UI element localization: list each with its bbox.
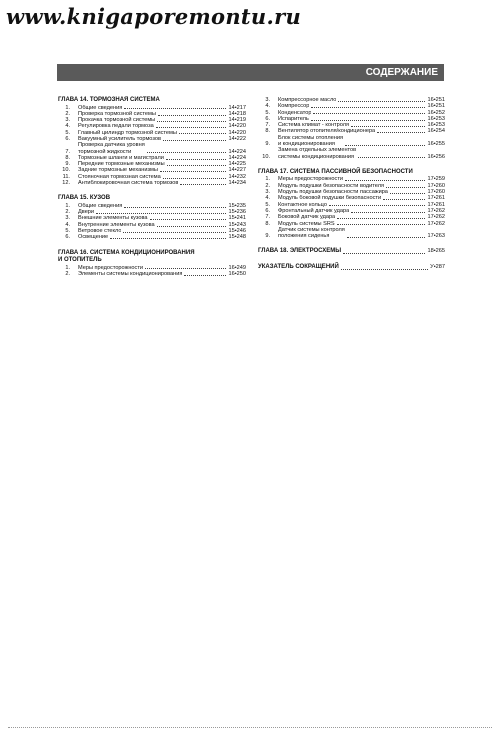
- entry-page: 16•252: [427, 109, 445, 116]
- toc-entry[interactable]: [258, 227, 445, 240]
- entry-title: [278, 147, 356, 160]
- entry-title-line: тормозной жидкости: [78, 148, 132, 155]
- entry-number: 10.: [62, 167, 70, 174]
- entry-page: 14•220: [228, 123, 246, 130]
- entry-title-line: Контактное кольцо: [278, 201, 327, 208]
- entry-number: 2.: [65, 209, 70, 216]
- entry-page: 17•260: [427, 182, 445, 189]
- entry-page: 14•217: [228, 104, 246, 111]
- entry-number: 5.: [65, 129, 70, 136]
- entry-title-line: Модуль подушки безопасности водителя: [278, 182, 384, 189]
- entry-number: 8.: [65, 154, 70, 161]
- entry-page: 16•255: [427, 141, 445, 148]
- entry-title-line: Проверка тормозной системы: [78, 110, 156, 117]
- entry-number: 5.: [65, 228, 70, 235]
- entry-title: [278, 135, 343, 148]
- dot-leader: [386, 187, 425, 188]
- entry-title-line: Модуль системы SRS: [278, 220, 335, 227]
- dot-leader: [160, 171, 227, 172]
- entry-title-line: Ветровое стекло: [78, 228, 122, 235]
- entry-page: 14•227: [228, 167, 246, 174]
- dot-leader: [179, 133, 227, 134]
- entry-page: 15•241: [228, 215, 246, 222]
- entry-number: 5.: [265, 201, 270, 208]
- entry-number: 7.: [265, 214, 270, 221]
- entry-title: [78, 180, 178, 186]
- toc-entry[interactable]: [58, 142, 246, 155]
- toc-entry[interactable]: [258, 135, 445, 148]
- entry-title-line: Вакуумный усилитель тормозов: [78, 135, 161, 142]
- entry-title-line: Элементы системы кондиционирования: [78, 270, 183, 277]
- entry-title-line: Вентилятор отопителя/кондиционера: [278, 128, 376, 135]
- entry-number: 4.: [265, 103, 270, 110]
- entry-page: 14•218: [228, 110, 246, 117]
- entry-title-line: Стояночная тормозная система: [78, 173, 161, 180]
- entry-title-line: Главный цилиндр тормозной системы: [78, 129, 177, 136]
- dot-leader: [338, 101, 425, 102]
- entry-title-line: Освещение: [78, 234, 109, 241]
- entry-page: 14•222: [228, 135, 246, 142]
- entry-page: 14•224: [228, 148, 246, 155]
- dot-leader: [347, 237, 426, 238]
- toc-entry[interactable]: [58, 234, 246, 240]
- dot-leader: [166, 159, 227, 160]
- dot-leader: [184, 275, 226, 276]
- dot-leader: [157, 121, 226, 122]
- entry-page: 15•248: [228, 234, 246, 241]
- abbreviations-entry-page: У•287: [430, 264, 445, 271]
- entry-page: 14•234: [228, 180, 246, 187]
- entry-page: 14•224: [228, 154, 246, 161]
- entry-number: 10.: [262, 153, 270, 160]
- entry-number: 8.: [265, 128, 270, 135]
- entry-title: [78, 234, 108, 240]
- toc-entry[interactable]: [58, 271, 246, 277]
- chapter-heading: ГЛАВА 14. ТОРМОЗНАЯ СИСТЕМА: [58, 97, 160, 103]
- abbreviations-entry-title: УКАЗАТЕЛЬ СОКРАЩЕНИЙ: [258, 264, 339, 271]
- entry-title-line: Антиблокировочная система тормозов: [78, 180, 179, 187]
- entry-page: 14•232: [228, 173, 246, 180]
- entry-number: 1.: [265, 176, 270, 183]
- entry-number: 4.: [265, 195, 270, 202]
- entry-title-line: Фронтальный датчик удара: [278, 207, 350, 214]
- chapter-18-entry-page: 18•265: [427, 248, 445, 255]
- entry-number: 6.: [265, 115, 270, 122]
- entry-page: 17•262: [427, 220, 445, 227]
- entry-number: 4.: [65, 123, 70, 130]
- dot-leader: [345, 180, 425, 181]
- contents-header: СОДЕРЖАНИЕ: [57, 64, 444, 81]
- entry-title-line: Прокачка тормозной системы: [78, 117, 156, 124]
- dot-leader: [124, 207, 226, 208]
- entry-page: 16•256: [427, 153, 445, 160]
- entry-page: 16•253: [427, 122, 445, 129]
- entry-page: 16•251: [427, 103, 445, 110]
- entry-title-line: Блок системы отопления: [278, 134, 344, 141]
- entry-title-line: положения сиденья: [278, 233, 330, 240]
- entry-page: 17•263: [427, 233, 445, 240]
- entry-title-line: Модуль подушки безопасности пассажира: [278, 189, 388, 196]
- dot-leader: [390, 193, 426, 194]
- entry-number: 7.: [265, 122, 270, 129]
- entry-title-line: Меры предосторожности: [278, 176, 344, 183]
- entry-page: 17•262: [427, 207, 445, 214]
- chapter-heading: ГЛАВА 16. СИСТЕМА КОНДИЦИОНИРОВАНИЯ: [58, 249, 195, 256]
- bottom-divider: [8, 726, 492, 728]
- entry-title: [278, 227, 345, 240]
- entry-title-line: Датчик системы контроля: [278, 226, 345, 233]
- entry-title: [78, 142, 145, 155]
- dot-leader: [351, 212, 425, 213]
- entry-number: 9.: [265, 233, 270, 240]
- entry-page: 16•254: [427, 128, 445, 135]
- entry-page: 14•219: [228, 117, 246, 124]
- entry-number: 9.: [265, 141, 270, 148]
- entry-title-line: Двери: [78, 209, 95, 216]
- site-watermark: www.knigaporemontu.ru: [6, 4, 302, 29]
- dot-leader: [156, 127, 227, 128]
- entry-number: 7.: [65, 148, 70, 155]
- dot-leader: [343, 253, 425, 254]
- entry-number: 11.: [62, 173, 70, 180]
- entry-title-line: Модуль боковой подушки безопасности: [278, 195, 382, 202]
- entry-number: 3.: [65, 215, 70, 222]
- dot-leader: [377, 132, 425, 133]
- entry-number: 6.: [265, 207, 270, 214]
- dot-leader: [157, 226, 227, 227]
- entry-title-line: Компрессор: [278, 103, 310, 110]
- entry-title-line: Компрессорное масло: [278, 97, 337, 103]
- entry-page: 16•250: [228, 270, 246, 277]
- entry-title-line: Передние тормозные механизмы: [78, 161, 165, 168]
- entry-number: 12.: [62, 180, 70, 187]
- dot-leader: [96, 213, 226, 214]
- chapter-heading-cont: И ОТОПИТЕЛЬ: [58, 257, 102, 264]
- entry-number: 5.: [265, 109, 270, 116]
- dot-leader: [110, 238, 226, 239]
- dot-leader: [163, 178, 227, 179]
- left-column: [58, 97, 246, 277]
- entry-number: 1.: [65, 202, 70, 209]
- entry-number: 2.: [65, 270, 70, 277]
- entry-number: 1.: [65, 104, 70, 111]
- entry-title-line: Боковой датчик удара: [278, 214, 336, 221]
- entry-title-line: Регулировка педали тормоза: [78, 123, 154, 130]
- dot-leader: [358, 157, 425, 158]
- dot-leader: [337, 218, 425, 219]
- entry-title-line: Проверка датчика уровня: [78, 142, 145, 149]
- entry-title-line: Внутренние элементы кузова: [78, 221, 155, 228]
- dot-leader: [163, 140, 227, 141]
- entry-page: 17•259: [427, 176, 445, 183]
- dot-leader: [180, 184, 226, 185]
- entry-page: 17•261: [427, 195, 445, 202]
- entry-title: [78, 271, 182, 277]
- chapter-heading: ГЛАВА 17. СИСТЕМА ПАССИВНОЙ БЕЗОПАСНОСТИ: [258, 168, 413, 175]
- right-column: [258, 97, 445, 271]
- entry-page: 15•246: [228, 228, 246, 235]
- dot-leader: [123, 232, 226, 233]
- entry-number: 1.: [65, 264, 70, 271]
- entry-number: 3.: [65, 117, 70, 124]
- entry-page: 16•251: [427, 97, 445, 103]
- entry-title-line: Задние тормозные механизмы: [78, 167, 158, 174]
- dot-leader: [329, 205, 426, 206]
- entry-number: 6.: [65, 234, 70, 241]
- entry-number: 6.: [65, 135, 70, 142]
- entry-number: 4.: [65, 221, 70, 228]
- dot-leader: [158, 115, 227, 116]
- chapter-heading: ГЛАВА 15. КУЗОВ: [58, 195, 111, 202]
- entry-page: 17•261: [427, 201, 445, 208]
- dot-leader: [150, 219, 227, 220]
- entry-page: 15•243: [228, 221, 246, 228]
- entry-page: 17•262: [427, 214, 445, 221]
- entry-title-line: Замена отдельных элементов: [278, 147, 357, 154]
- entry-title-line: Общие сведения: [78, 104, 123, 111]
- chapter-18-entry-title: ГЛАВА 18. ЭЛЕКТРОСХЕМЫ: [258, 248, 342, 255]
- dot-leader: [124, 108, 226, 109]
- dot-leader: [311, 120, 426, 121]
- entry-number: 3.: [265, 97, 270, 103]
- entry-page: 16•249: [228, 264, 246, 271]
- entry-number: 3.: [265, 189, 270, 196]
- dot-leader: [383, 199, 425, 200]
- entry-number: 9.: [65, 161, 70, 168]
- abbreviations-entry[interactable]: [258, 264, 445, 271]
- dot-leader: [341, 269, 428, 270]
- entry-page: 14•225: [228, 161, 246, 168]
- dot-leader: [337, 224, 426, 225]
- entry-title-line: и кондиционирования: [278, 141, 335, 148]
- entry-title-line: Общие сведения: [78, 202, 123, 209]
- entry-page: 15•236: [228, 209, 246, 216]
- entry-title-line: системы кондиционирования: [278, 153, 354, 160]
- entry-title-line: Тормозные шланги и магистрали: [78, 154, 164, 161]
- entry-title-line: Внешние элементы кузова: [78, 215, 148, 222]
- entry-title-line: Меры предосторожности: [78, 264, 144, 271]
- entry-title-line: Конденсатор: [278, 109, 312, 116]
- entry-number: 8.: [265, 220, 270, 227]
- entry-page: 15•235: [228, 202, 246, 209]
- chapter-18-entry[interactable]: [258, 248, 445, 255]
- dot-leader: [145, 268, 226, 269]
- dot-leader: [147, 152, 227, 153]
- entry-page: 17•260: [427, 189, 445, 196]
- entry-number: 2.: [265, 182, 270, 189]
- dot-leader: [167, 165, 227, 166]
- dot-leader: [345, 145, 425, 146]
- dot-leader: [351, 126, 425, 127]
- dot-leader: [311, 107, 425, 108]
- entry-page: 14•220: [228, 129, 246, 136]
- entry-title-line: Система климат - контроля: [278, 122, 350, 129]
- entry-page: 16•253: [427, 115, 445, 122]
- dot-leader: [313, 113, 425, 114]
- toc-entry[interactable]: [258, 147, 445, 160]
- entry-title-line: Испаритель: [278, 115, 309, 122]
- toc-entry[interactable]: [58, 180, 246, 186]
- entry-number: 2.: [65, 110, 70, 117]
